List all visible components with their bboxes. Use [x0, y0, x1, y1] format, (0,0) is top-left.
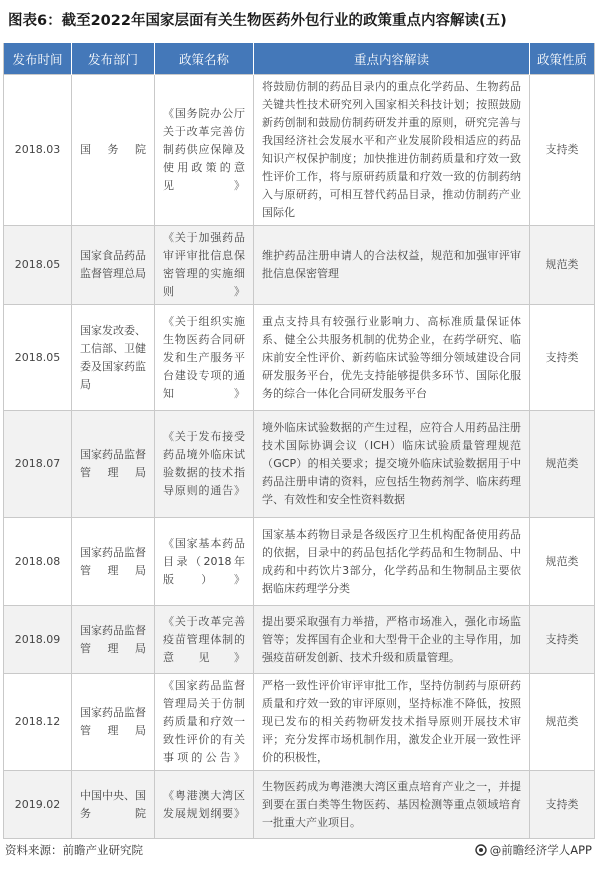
cell-content: 境外临床试验数据的产生过程，应符合人用药品注册技术国际协调会议（ICH）临床试验质量管理规范（GCP）的相关要求；提交境外临床试验数据用于中药品注册申请的资料，应包括生物药剂学、临床药理学、有效性和安全性资料数据	[254, 411, 530, 518]
brand-logo-icon	[475, 844, 487, 856]
cell-nature: 支持类	[530, 606, 595, 674]
cell-policy: 《国家基本药品目录（2018年版）》	[155, 518, 254, 606]
cell-policy: 《国务院办公厅关于改革完善仿制药供应保障及使用政策的意见》	[155, 75, 254, 226]
cell-time: 2019.02	[4, 771, 72, 839]
column-header-policy: 政策名称	[155, 43, 254, 75]
table-row	[4, 518, 595, 606]
cell-dept: 国家药品监督管理局	[72, 606, 155, 674]
cell-time: 2018.09	[4, 606, 72, 674]
cell-dept: 国务院	[72, 75, 155, 226]
cell-dept: 中国中央、国务院	[72, 771, 155, 839]
table-row	[4, 606, 595, 674]
cell-nature: 规范类	[530, 411, 595, 518]
cell-policy: 《关于发布接受药品境外临床试验数据的技术指导原则的通告》	[155, 411, 254, 518]
policy-table	[3, 43, 595, 839]
column-header-time: 发布时间	[4, 43, 72, 75]
table-row	[4, 305, 595, 411]
cell-nature: 支持类	[530, 771, 595, 839]
table-row	[4, 674, 595, 771]
cell-content: 重点支持具有较强行业影响力、高标准质量保证体系、健全公共服务机制的优势企业，在药学研究、临床前安全性评价、新药临床试验等细分领域建设合同研发服务平台，优先支持能够提供多环节、国际化服务的综合一体化合同研发服务平台	[254, 305, 530, 411]
cell-dept: 国家药品监督管理局	[72, 674, 155, 771]
cell-time: 2018.07	[4, 411, 72, 518]
cell-nature: 支持类	[530, 305, 595, 411]
cell-content: 将鼓励仿制的药品目录内的重点化学药品、生物药品关键共性技术研究列入国家相关科技计划；按照鼓励新药创制和鼓励仿制药研发并重的原则，研究完善与我国经济社会发展水平和产业发展阶段相适应的药品知识产权保护制度；加快推进仿制药质量和疗效一致性评价工作，将与原研药质量和疗效一致的仿制药纳入与原研药，可相互替代药品目录，推动仿制药产业国际化	[254, 75, 530, 226]
cell-policy: 《国家药品监督管理局关于仿制药质量和疗效一致性评价的有关事项的公告》	[155, 674, 254, 771]
cell-time: 2018.05	[4, 226, 72, 305]
column-header-nature: 政策性质	[530, 43, 595, 75]
brand-text: @前瞻经济学人APP	[489, 843, 592, 857]
table-row	[4, 226, 595, 305]
column-header-dept: 发布部门	[72, 43, 155, 75]
table-row	[4, 771, 595, 839]
cell-dept: 国家药品监督管理局	[72, 518, 155, 606]
cell-dept: 国家食品药品监督管理总局	[72, 226, 155, 305]
cell-policy: 《粤港澳大湾区发展规划纲要》	[155, 771, 254, 839]
cell-nature: 规范类	[530, 674, 595, 771]
cell-content: 提出要采取强有力举措，严格市场准入，强化市场监管等；发挥国有企业和大型骨干企业的主导作用，加强疫苗研发创新、技术升级和质量管理。	[254, 606, 530, 674]
table-header-row	[4, 43, 595, 75]
cell-dept: 国家发改委、工信部、卫健委及国家药监局	[72, 305, 155, 411]
cell-policy: 《关于组织实施生物医药合同研发和生产服务平台建设专项的通知》	[155, 305, 254, 411]
cell-time: 2018.08	[4, 518, 72, 606]
cell-time: 2018.03	[4, 75, 72, 226]
cell-content: 严格一致性评价审评审批工作，坚持仿制药与原研药质量和疗效一致的审评原则，坚持标准不降低，按照现已发布的相关药物研发技术指导原则开展技术审评；充分发挥市场机制作用，激发企业开展一致性评价的积极性，	[254, 674, 530, 771]
cell-nature: 支持类	[530, 75, 595, 226]
source-note: 资料来源：前瞻产业研究院	[5, 843, 143, 857]
page-title: 图表6：截至2022年国家层面有关生物医药外包行业的政策重点内容解读(五)	[8, 13, 507, 29]
brand-credit	[475, 842, 592, 858]
table-row	[4, 75, 595, 226]
table-row	[4, 411, 595, 518]
cell-policy: 《关于改革完善疫苗管理体制的意见》	[155, 606, 254, 674]
cell-content: 维护药品注册申请人的合法权益，规范和加强审评审批信息保密管理	[254, 226, 530, 305]
cell-nature: 规范类	[530, 518, 595, 606]
cell-policy: 《关于加强药品审评审批信息保密管理的实施细则》	[155, 226, 254, 305]
cell-content: 国家基本药物目录是各级医疗卫生机构配备使用药品的依据，目录中的药品包括化学药品和生物制品、中成药和中药饮片3部分，化学药品和生物制品主要依据临床药理学分类	[254, 518, 530, 606]
cell-time: 2018.12	[4, 674, 72, 771]
cell-content: 生物医药成为粤港澳大湾区重点培育产业之一，并提到要在蛋白类等生物医药、基因检测等重点领域培育一批重大产业项目。	[254, 771, 530, 839]
cell-dept: 国家药品监督管理局	[72, 411, 155, 518]
cell-nature: 规范类	[530, 226, 595, 305]
column-header-content: 重点内容解读	[254, 43, 530, 75]
cell-time: 2018.05	[4, 305, 72, 411]
